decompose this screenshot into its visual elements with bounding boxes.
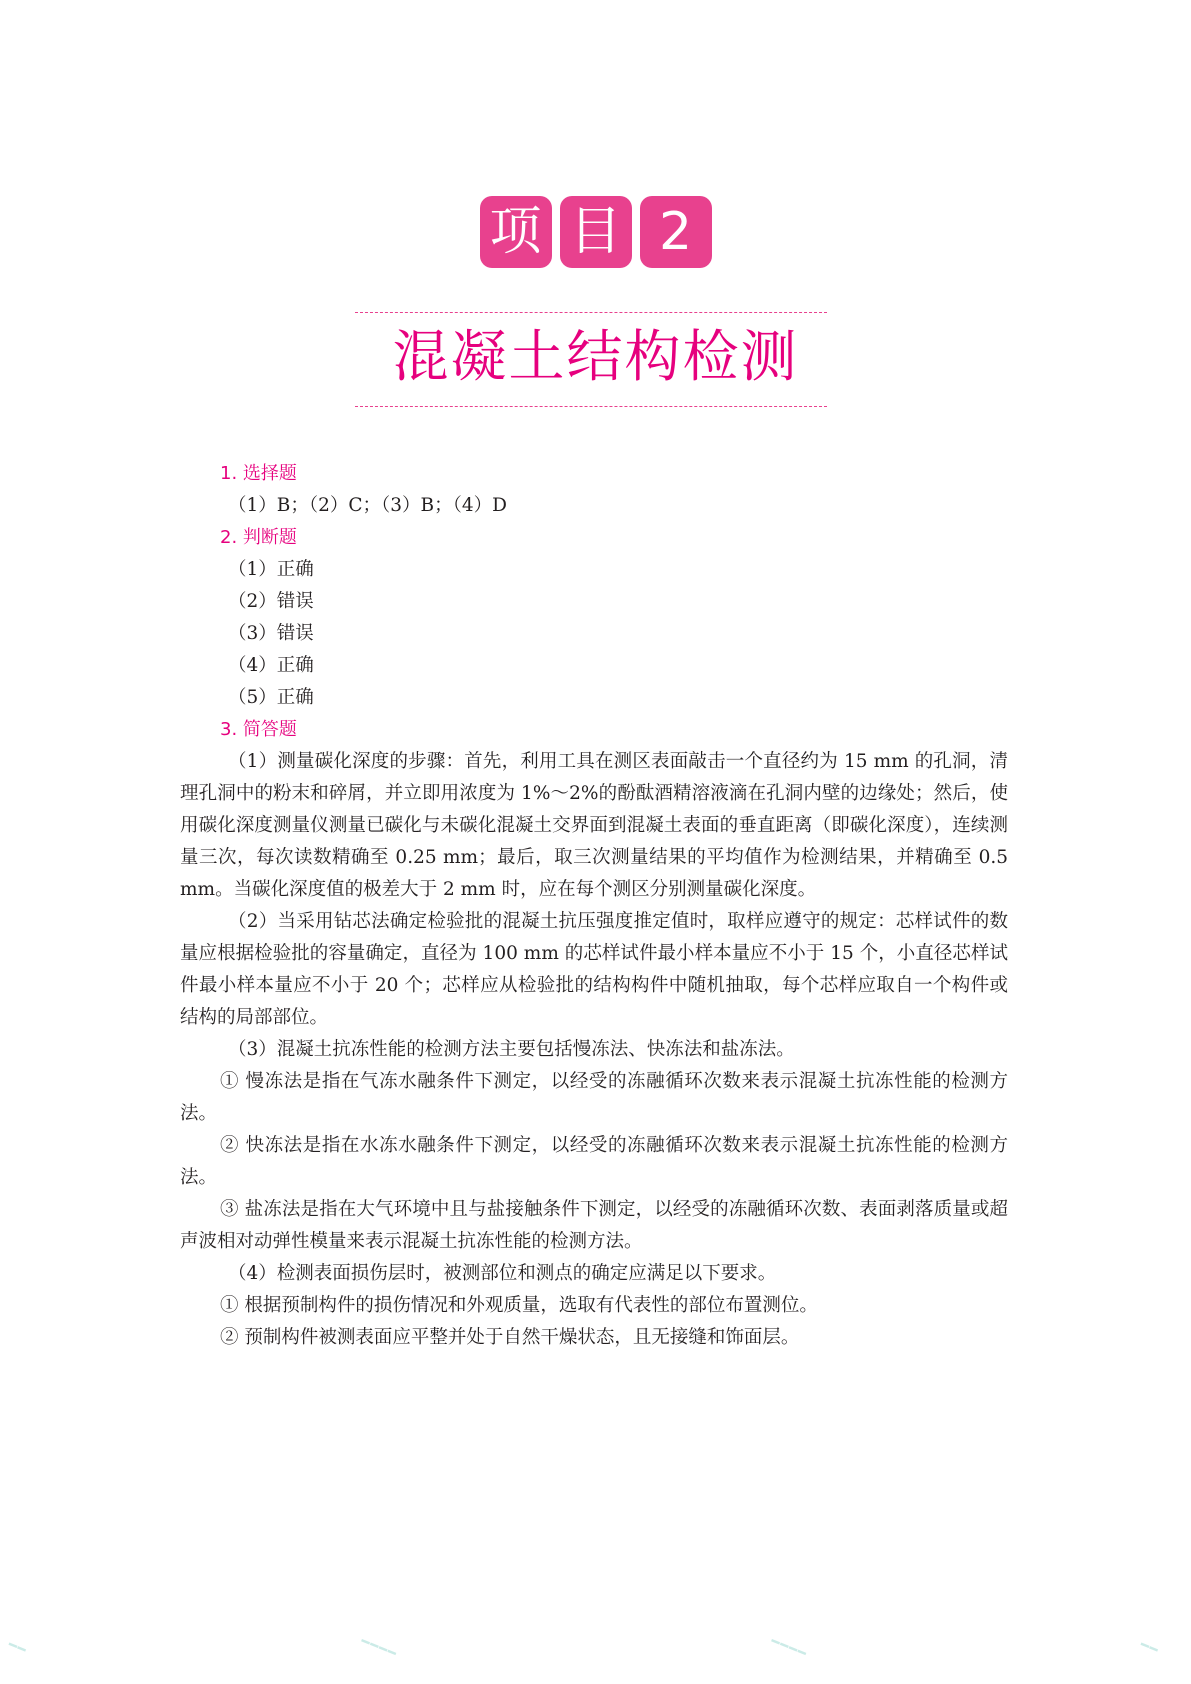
short-answer-3: （3）混凝土抗冻性能的检测方法主要包括慢冻法、快冻法和盐冻法。 xyxy=(228,1039,795,1060)
watermark-logo: ━━ xyxy=(1137,1637,1162,1659)
watermark-logo: ━━━━ xyxy=(358,1633,400,1663)
short-answer-3-item-3: ③ 盐冻法是指在大气环境中且与盐接触条件下测定，以经受的冻融循环次数、表面剥落质量或超声波相对动弹性模量来表示混凝土抗冻性能的检测方法。 xyxy=(180,1199,1008,1252)
badge-char-2: 目 xyxy=(560,196,632,268)
section-heading-judge: 2. 判断题 xyxy=(220,527,297,548)
short-answer-3-item-2: ② 快冻法是指在水冻水融条件下测定，以经受的冻融循环次数来表示混凝土抗冻性能的检测方法。 xyxy=(180,1135,1008,1188)
short-answer-4: （4）检测表面损伤层时，被测部位和测点的确定应满足以下要求。 xyxy=(228,1263,777,1284)
project-badge xyxy=(0,196,1191,268)
section-heading-choice: 1. 选择题 xyxy=(220,463,297,484)
short-answer-3-item-1: ① 慢冻法是指在气冻水融条件下测定，以经受的冻融循环次数来表示混凝土抗冻性能的检测方法。 xyxy=(180,1071,1008,1124)
watermark-logo: ━━━━ xyxy=(768,1633,810,1663)
judge-answer-3: （3）错误 xyxy=(228,623,314,644)
judge-answer-2: （2）错误 xyxy=(228,591,314,612)
badge-number: 2 xyxy=(640,196,712,268)
section-heading-short-answer: 3. 简答题 xyxy=(220,719,297,740)
short-answer-4-item-2: ② 预制构件被测表面应平整并处于自然干燥状态，且无接缝和饰面层。 xyxy=(220,1327,800,1348)
choice-answers: （1）B；（2）C；（3）B；（4）D xyxy=(228,495,508,516)
judge-answer-5: （5）正确 xyxy=(228,687,314,708)
judge-answer-4: （4）正确 xyxy=(228,655,314,676)
title-divider-bottom xyxy=(355,406,827,407)
answer-content xyxy=(180,458,1008,1354)
judge-answer-1: （1）正确 xyxy=(228,559,314,580)
watermark-logo: ━━ xyxy=(5,1637,30,1659)
badge-char-1: 项 xyxy=(480,196,552,268)
short-answer-1: （1）测量碳化深度的步骤：首先，利用工具在测区表面敲击一个直径约为 15 mm 的孔洞，清理孔洞中的粉末和碎屑，并立即用浓度为 1%～2%的酚酞酒精溶液滴在孔洞内壁的边缘处；然后，使用碳化深度测量仪测量已碳化与未碳化混凝土交界面到混凝土表面的垂直距离（即碳化深度），连续测量三次，每次读数精确至 0.25 mm；最后，取三次测量结果的平均值作为检测结果，并精确至 0.5 mm。当碳化深度值的极差大于 2 mm 时，应在每个测区分别测量碳化深度。 xyxy=(180,751,1008,900)
short-answer-4-item-1: ① 根据预制构件的损伤情况和外观质量，选取有代表性的部位布置测位。 xyxy=(220,1295,818,1316)
chapter-title: 混凝土结构检测 xyxy=(392,325,799,390)
title-divider-top xyxy=(355,312,827,313)
short-answer-2: （2）当采用钻芯法确定检验批的混凝土抗压强度推定值时，取样应遵守的规定：芯样试件的数量应根据检验批的容量确定，直径为 100 mm 的芯样试件最小样本量应不小于 15 个，小直径芯样试件最小样本量应不小于 20 个；芯样应从检验批的结构构件中随机抽取，每个芯样应取自一个构件或结构的局部部位。 xyxy=(180,911,1008,1028)
